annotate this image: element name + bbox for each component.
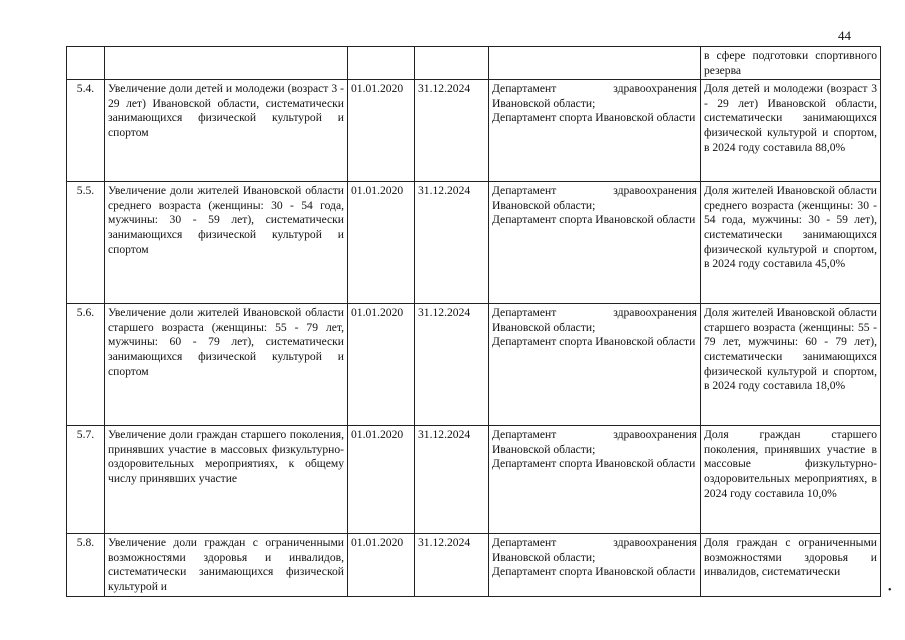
cell-result: Доля граждан с ограниченными возможностями здоровья и инвалидов, систематически (701, 534, 881, 596)
cell-num: 5.8. (67, 534, 105, 596)
cell-start: 01.01.2020 (348, 426, 415, 534)
page-number: 44 (838, 28, 851, 43)
cell-num: 5.7. (67, 426, 105, 534)
cell-executors (489, 304, 701, 426)
executor-line: Департамент спорта Ивановской области (492, 565, 696, 579)
cell-end: 31.12.2024 (415, 182, 489, 304)
table-row (67, 304, 881, 426)
table-row (67, 80, 881, 182)
cell-name: Увеличение доли жителей Ивановской области старшего возраста (женщины: 55 - 79 лет, мужчины: 60 - 79 лет), систематически занимающихся физической культурой и спортом (105, 304, 348, 426)
cell-result: Доля жителей Ивановской области среднего возраста (женщины: 30 - 54 года, мужчины: 30 - 59 лет), систематически занимающихся физической культурой и спортом, в 2024 году составила 45,0% (701, 182, 881, 304)
margin-mark: • (888, 585, 892, 596)
cell-end (415, 47, 489, 80)
cell-name: Увеличение доли жителей Ивановской области среднего возраста (женщины: 30 - 54 года, мужчины: 30 - 59 лет), систематически занимающихся физической культурой и спортом (105, 182, 348, 304)
cell-num: 5.4. (67, 80, 105, 182)
cell-start: 01.01.2020 (348, 534, 415, 596)
executor-line: Департамент здравоохранения Ивановской области; (492, 184, 697, 212)
executor-line: Департамент здравоохранения Ивановской области; (492, 536, 697, 564)
table-row (67, 426, 881, 534)
cell-num: 5.6. (67, 304, 105, 426)
table-row (67, 182, 881, 304)
cell-end: 31.12.2024 (415, 80, 489, 182)
cell-num (67, 47, 105, 80)
executor-line: Департамент спорта Ивановской области (492, 213, 696, 227)
cell-start: 01.01.2020 (348, 182, 415, 304)
cell-end: 31.12.2024 (415, 304, 489, 426)
cell-name: Увеличение доли граждан старшего поколения, принявших участие в массовых физкультурно-оздоровительных мероприятиях, к общему числу принявших участие (105, 426, 348, 534)
executor-line: Департамент спорта Ивановской области (492, 457, 696, 471)
cell-name: Увеличение доли граждан с ограниченными возможностями здоровья и инвалидов, систематически занимающихся физической культурой и (105, 534, 348, 596)
cell-start: 01.01.2020 (348, 80, 415, 182)
executor-line: Департамент спорта Ивановской области (492, 335, 696, 349)
cell-result: в сфере подготовки спортивного резерва (701, 47, 881, 80)
cell-executors (489, 182, 701, 304)
cell-end: 31.12.2024 (415, 534, 489, 596)
cell-start (348, 47, 415, 80)
table-row (67, 534, 881, 596)
cell-result: Доля детей и молодежи (возраст 3 - 29 лет) Ивановской области, систематически занимающихся физической культурой и спортом, в 2024 году составила 88,0% (701, 80, 881, 182)
cell-name (105, 47, 348, 80)
cell-result: Доля граждан старшего поколения, принявших участие в массовые физкультурно-оздоровительных мероприятиях, в 2024 году составила 10,0% (701, 426, 881, 534)
executor-line: Департамент спорта Ивановской области (492, 111, 696, 125)
cell-executors (489, 534, 701, 596)
cell-end: 31.12.2024 (415, 426, 489, 534)
measures-table (66, 46, 881, 597)
executor-line: Департамент здравоохранения Ивановской области; (492, 306, 697, 334)
cell-num: 5.5. (67, 182, 105, 304)
cell-executors (489, 47, 701, 80)
executor-line: Департамент здравоохранения Ивановской области; (492, 82, 697, 110)
cell-name: Увеличение доли детей и молодежи (возраст 3 - 29 лет) Ивановской области, систематически занимающихся физической культурой и спортом (105, 80, 348, 182)
table-row-continuation (67, 47, 881, 80)
cell-executors (489, 426, 701, 534)
executor-line: Департамент здравоохранения Ивановской области; (492, 428, 697, 456)
cell-result: Доля жителей Ивановской области старшего возраста (женщины: 55 - 79 лет, мужчины: 60 - 79 лет), систематически занимающихся физической культурой и спортом, в 2024 году составила 18,0% (701, 304, 881, 426)
cell-start: 01.01.2020 (348, 304, 415, 426)
cell-executors (489, 80, 701, 182)
